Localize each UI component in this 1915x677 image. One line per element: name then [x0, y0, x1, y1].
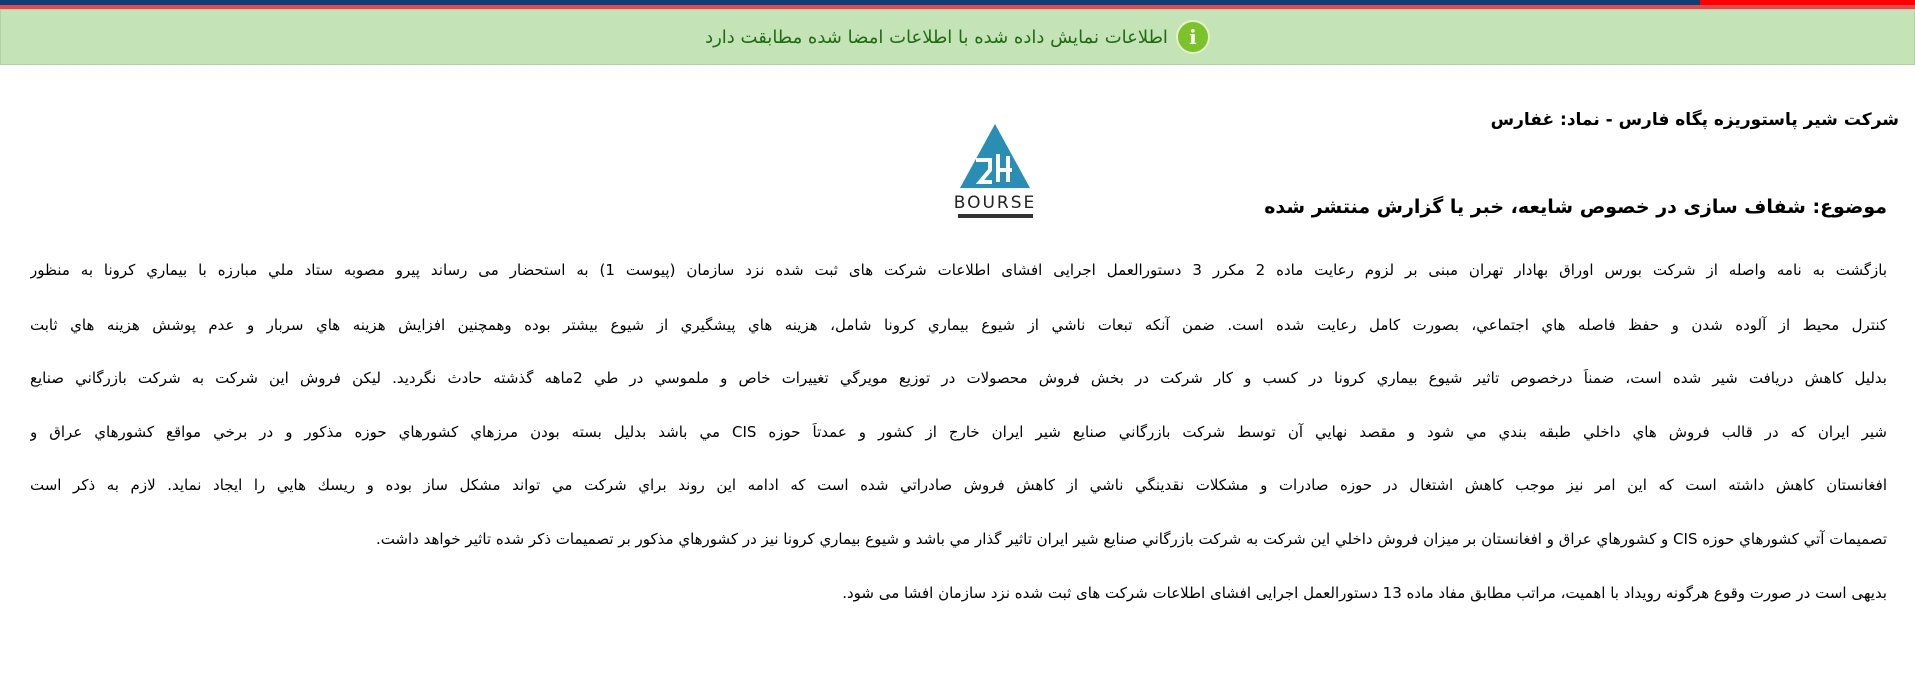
body-line: تصميمات آتي كشورهاي حوزه CIS و كشورهاي عراق و افغانستان بر ميزان فروش داخلي اين شركت به شركت بازرگاني صنايع شير ايران تاثير گذار مي باشد و شيوع بيماري كرونا نيز در كشورهاي مذكور بر تصميمات ذكر شده تاثير خواهد داشت. — [375, 530, 1887, 548]
body-line: بدیهی است در صورت وقوع هرگونه رویداد با اهمیت، مراتب مطابق مفاد ماده 13 دستورالعمل اجرایی افشای اطلاعات شرکت های ثبت شده نزد سازمان افشا می شود. — [842, 584, 1887, 602]
body-line: بازگشت به نامه واصله از شرکت بورس اوراق بهادار تهران مبنی بر لزوم رعایت ماده 2 مکرر 3 دستورالعمل اجرایی افشای اطلاعات شرکت های ثبت شده نزد سازمان (پیوست 1) به استحضار می رساند پیرو مصوبه ستاد ملي مبارزه با بيماري كرونا به منظور — [30, 261, 1887, 279]
body-line: افغانستان كاهش داشته است كه اين امر نيز موجب كاهش اشتغال در حوزه صادرات و مشكلات نقدينگي ناشي از كاهش فروش صادراتي شده است كه ادامه اين روند براي شركت مي تواند مشكل ساز بوده و ريسك هايي را ايجاد نمايد. لازم به ذكر است — [30, 476, 1887, 494]
subject-heading: موضوع: شفاف سازی در خصوص شایعه، خبر یا گزارش منتشر شده — [1264, 196, 1887, 218]
body-line: كنترل محيط از آلوده شدن و حفظ فاصله هاي اجتماعي، بصورت كامل رعايت شده است. ضمن آنكه تبعات ناشي از شيوع بيماري كرونا شامل، هزينه هاي پيشگيري از شيوع بيشتر بوده وهمچنين افزايش هزينه هاي سربار و عدم پوشش هزينه هاي ثابت — [30, 316, 1887, 334]
info-icon: i — [1176, 20, 1210, 54]
body-line: شير ايران كه در قالب فروش هاي داخلي طبقه بندي مي شود و مقصد نهايي آن توسط شركت بازرگاني صنايع شير ايران خارج از كشور و عمدتاً حوزه CIS مي باشد بدليل بسته بودن مرزهاي كشورهاي حوزه مذكور و در برخي مواقع كشورهاي عراق و — [30, 423, 1887, 441]
verification-message: اطلاعات نمایش داده شده با اطلاعات امضا شده مطابقت دارد — [705, 26, 1168, 48]
verification-banner — [0, 9, 1915, 65]
body-line: بدليل كاهش دريافت شير شده است، ضمناً درخصوص تاثير شيوع بيماري كرونا در كسب و كار شركت در بخش فروش محصولات در توزيع مويرگي تغييرات خاص و ملموسي در طي 2ماهه گذشته حادث نگرديد. ليكن فروش اين شركت به شركت بازرگاني صنايع — [30, 369, 1887, 387]
logo-text: BOURSE — [953, 193, 1037, 213]
company-title: شرکت شیر پاستوریزه پگاه فارس - نماد: غفارس — [1490, 110, 1899, 130]
bourse-logo — [938, 120, 1053, 225]
